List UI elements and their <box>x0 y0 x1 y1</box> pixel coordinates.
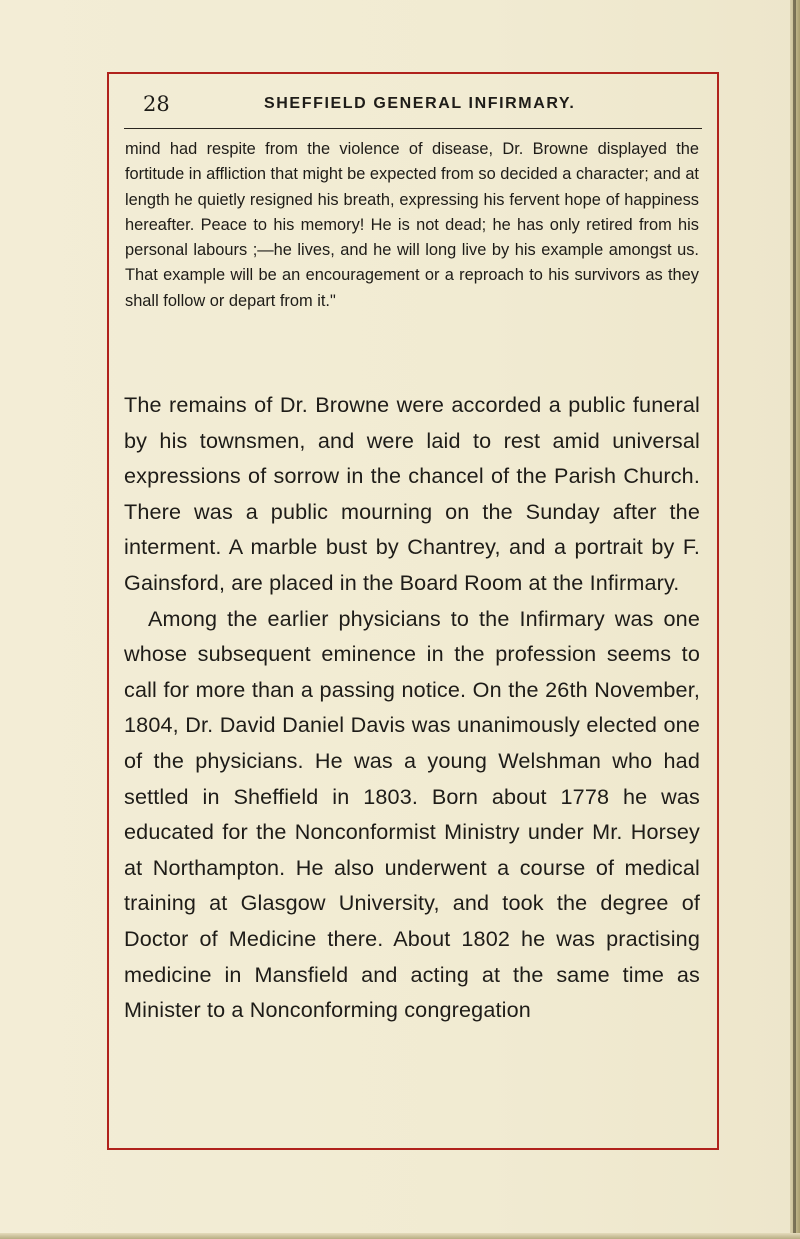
main-text <box>124 387 700 1028</box>
page-header <box>124 90 702 120</box>
quoted-passage: mind had respite from the violence of disease, Dr. Browne displayed the fortitude in affliction that might be expected from so decided a character; and at length he quietly resigned his breath, expressing his fervent hope of happiness hereafter. Peace to his memory! He is not dead; he has only retired from his personal labours ;—he lives, and he will long live by his example amongst us. That example will be an encouragement or a reproach to his survivors as they shall follow or depart from it." <box>125 140 699 310</box>
paragraph-davis: Among the earlier physicians to the Infirmary was one whose subsequent eminence in the profession seems to call for more than a passing notice. On the 26th November, 1804, Dr. David Daniel Davis was unanimously elected one of the physicians. He was a young Welshman who had settled in Sheffield in 1803. Born about 1778 he was educated for the Nonconformist Ministry under Mr. Horsey at Northampton. He also underwent a course of medical training at Glasgow University, and took the degree of Doctor of Medicine there. About 1802 he was practising medicine in Mansfield and acting at the same time as Minister to a Nonconforming congregation <box>124 605 700 1023</box>
page-edge-shadow <box>793 0 796 1239</box>
running-head: SHEFFIELD GENERAL INFIRMARY. <box>264 95 576 112</box>
page-number: 28 <box>143 92 170 116</box>
page-edge-bottom <box>0 1233 800 1239</box>
paragraph-funeral: The remains of Dr. Browne were accorded a public funeral by his townsmen, and were laid to rest amid universal expressions of sorrow in the chancel of the Parish Church. There was a public mourning on the Sunday after the interment. A marble bust by Chantrey, and a portrait by F. Gainsford, are placed in the Board Room at the Infirmary. <box>124 392 700 595</box>
header-rule <box>124 128 702 129</box>
